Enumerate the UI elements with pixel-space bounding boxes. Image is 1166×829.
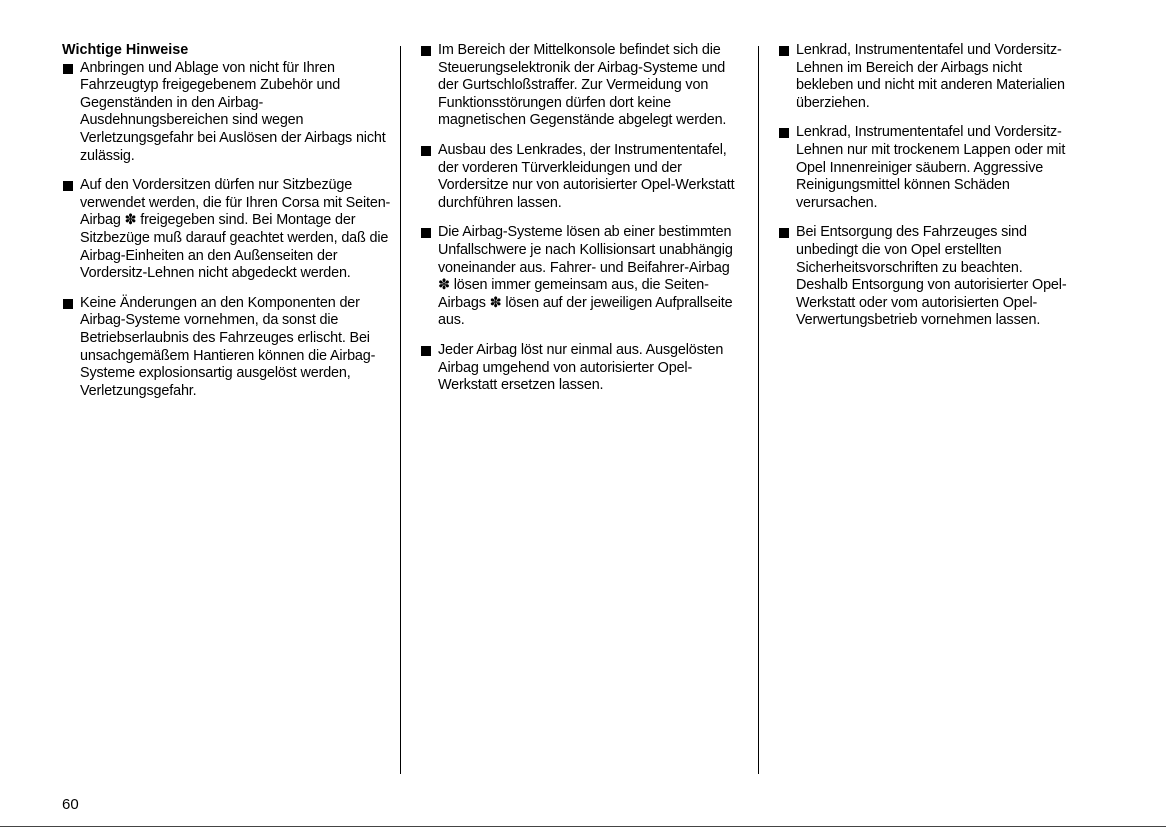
bullet-removal-workshop: Ausbau des Lenkrades, der Instrumententafel, der vorderen Türverkleidungen und der Vordersitze nur von autorisierter Opel-Werkstatt durchführen lassen. [420,142,745,212]
bullet-accessories: Anbringen und Ablage von nicht für Ihren Fahrzeugtyp freigegebenem Zubehör und Gegenständen in den Airbag-Ausdehnungsbereichen sind wegen Verletzungsgefahr bei Auslösen der Airbags nicht zulässig. [62,60,392,166]
column-divider-right [758,46,759,774]
bullet-deployment: Die Airbag-Systeme lösen ab einer bestimmten Unfallschwere je nach Kollisionsart unabhängig voneinander aus. Fahrer- und Beifahrer-Airbag ✽ lösen immer gemeinsam aus, die Seiten-Airbags ✽ lösen auf der jeweiligen Aufprallseite aus. [420,224,745,330]
bullet-control-electronics: Im Bereich der Mittelkonsole befindet sich die Steuerungselektronik der Airbag-Systeme und der Gurtschloßstraffer. Zur Vermeidung von Funktionsstörungen dürfen dort keine magnetischen Gegenstände abgelegt werden. [420,42,745,130]
bullet-disposal: Bei Entsorgung des Fahrzeuges sind unbedingt die von Opel erstellten Sicherheitsvorschriften zu beachten. Deshalb Entsorgung von autorisierter Opel-Werkstatt oder vom autorisierten Opel-Verwertungsbetrieb vornehmen lassen. [778,224,1078,330]
bottom-edge-line [0,826,1166,827]
bullet-cleaning: Lenkrad, Instrumententafel und Vordersitz-Lehnen nur mit trockenem Lappen oder mit Opel Innenreiniger säubern. Aggressive Reinigungsmittel können Schäden verursachen. [778,124,1078,212]
bullet-no-covering: Lenkrad, Instrumententafel und Vordersitz-Lehnen im Bereich der Airbags nicht bekleben und nicht mit anderen Materialien überziehen. [778,42,1078,112]
column-divider-left [400,46,401,774]
bullet-seat-covers: Auf den Vordersitzen dürfen nur Sitzbezüge verwendet werden, die für Ihren Corsa mit Seiten-Airbag ✽ freigegeben sind. Bei Montage der Sitzbezüge muß darauf geachtet werden, daß die Airbag-Einheiten an den Außenseiten der Vordersitz-Lehnen nicht abgedeckt werden. [62,177,392,283]
bullet-single-deployment: Jeder Airbag löst nur einmal aus. Ausgelösten Airbag umgehend von autorisierter Opel-Werkstatt ersetzen lassen. [420,342,745,395]
column-right [778,42,1078,342]
column-left [62,42,392,412]
section-heading: Wichtige Hinweise [62,42,189,58]
column-middle [420,42,745,407]
bullet-no-modifications: Keine Änderungen an den Komponenten der Airbag-Systeme vornehmen, da sonst die Betriebserlaubnis des Fahrzeuges erlischt. Bei unsachgemäßem Hantieren können die Airbag-Systeme explosionsartig ausgelöst werden, Verletzungsgefahr. [62,295,392,401]
page-number: 60 [62,796,79,813]
